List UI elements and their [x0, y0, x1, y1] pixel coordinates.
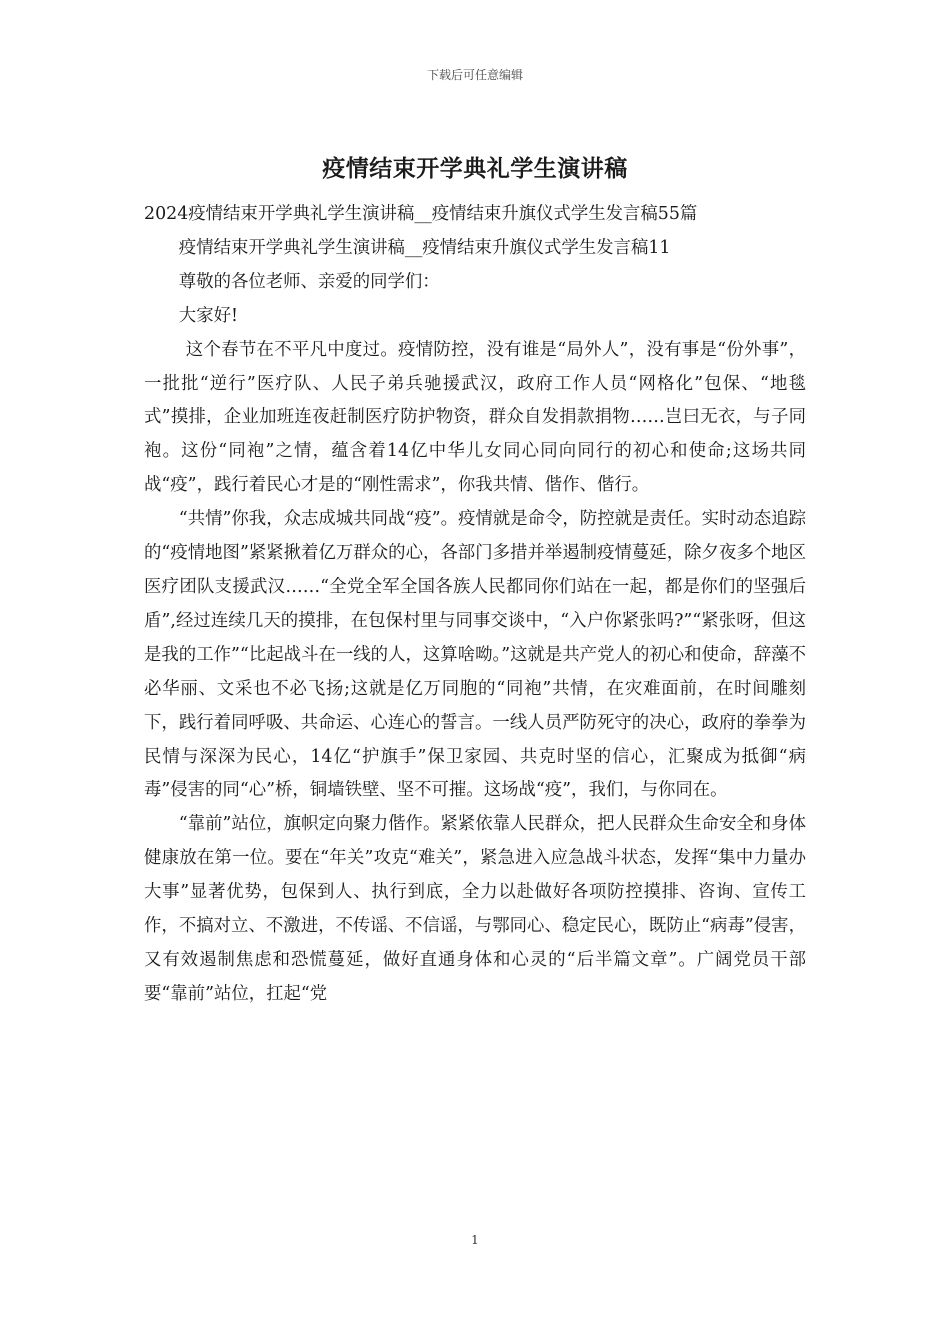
subtitle-sub: 疫情结束开学典礼学生演讲稿__疫情结束升旗仪式学生发言稿11: [178, 237, 671, 258]
document-body: [144, 198, 806, 1012]
document-title: 疫情结束开学典礼学生演讲稿: [322, 155, 628, 182]
header-note: 下载后可任意编辑: [426, 68, 523, 82]
page-number: 1: [471, 1233, 479, 1247]
salutation: 尊敬的各位老师、亲爱的同学们：: [178, 271, 440, 292]
paragraph: 这个春节在不平凡中度过。疫情防控，没有谁是“局外人”，没有事是“份外事”，一批批“逆行”医疗队、人民子弟兵驰援武汉，政府工作人员“网格化”包保、“地毯式”摸排，企业加班连夜赶制医疗防护物资，群众自发捐款捐物……岂曰无衣，与子同袍。这份“同袍”之情，蕴含着14亿中华儿女同心同向同行的初心和使命;这场共同战“疫”，践行着民心才是的“刚性需求”，你我共情、偕作、偕行。: [144, 339, 806, 496]
greeting: 大家好!: [178, 305, 238, 326]
subtitle-main: 2024疫情结束开学典礼学生演讲稿__疫情结束升旗仪式学生发言稿55篇: [144, 204, 698, 224]
paragraph: “共情”你我，众志成城共同战“疫”。疫情就是命令，防控就是责任。实时动态追踪的“疫情地图”紧紧揪着亿万群众的心，各部门多措并举遏制疫情蔓延，除夕夜多个地区医疗团队支援武汉……“全党全军全国各族人民都同你们站在一起，都是你们的坚强后盾”,经过连续几天的摸排，在包保村里与同事交谈中，“入户你紧张吗?”“紧张呀，但这是我的工作”“比起战斗在一线的人，这算啥呦。”这就是共产党人的初心和使命，辞藻不必华丽、文采也不必飞扬;这就是亿万同胞的“同袍”共情，在灾难面前，在时间雕刻下，践行着同呼吸、共命运、心连心的誓言。一线人员严防死守的决心，政府的拳拳为民情与深深为民心，14亿“护旗手”保卫家园、共克时坚的信心，汇聚成为抵御“病毒”侵害的同“心”桥，铜墙铁壁、坚不可摧。这场战“疫”，我们，与你同在。: [144, 509, 806, 801]
paragraph: “靠前”站位，旗帜定向聚力偕作。紧紧依靠人民群众，把人民群众生命安全和身体健康放在第一位。要在“年关”攻克“难关”，紧急进入应急战斗状态，发挥“集中力量办大事”显著优势，包保到人、执行到底，全力以赴做好各项防控摸排、咨询、宣传工作，不搞对立、不激进，不传谣、不信谣，与鄂同心、稳定民心，既防止“病毒”侵害，又有效遏制焦虑和恐慌蔓延，做好直通身体和心灵的“后半篇文章”。广阔党员干部要“靠前”站位，扛起“党: [144, 814, 806, 1004]
